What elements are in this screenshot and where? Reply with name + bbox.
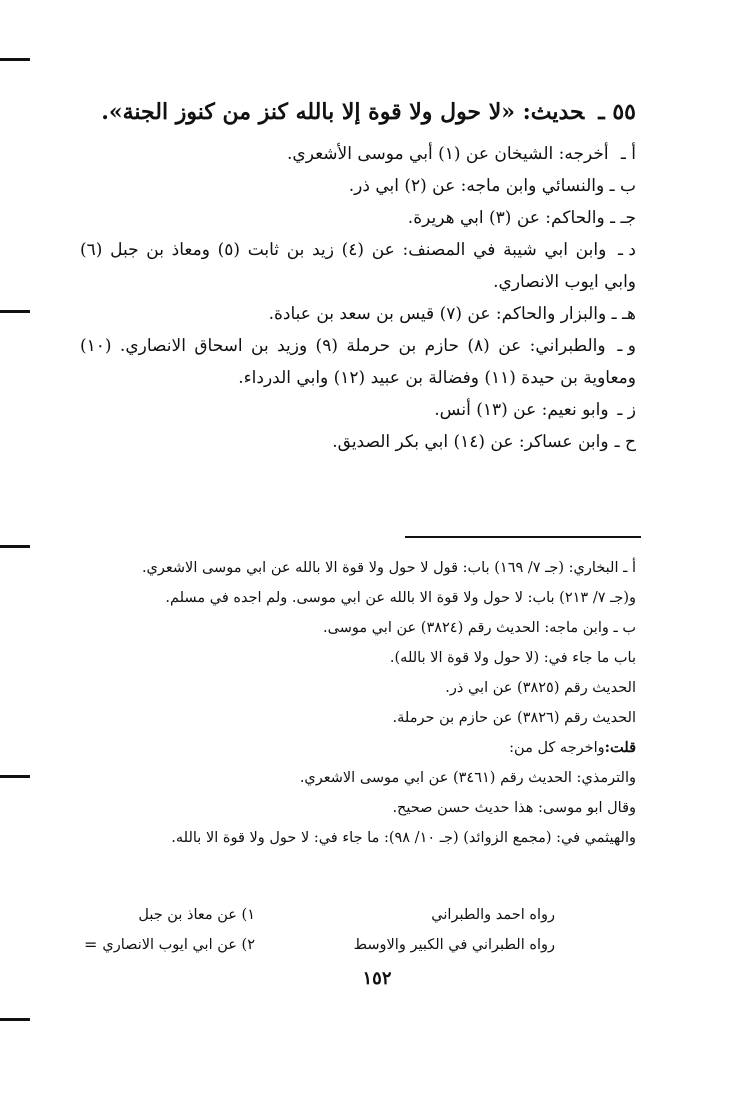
list-item: أ ـ أخرجه: الشيخان عن (١) أبي موسى الأشعري. xyxy=(286,144,636,164)
reference-row: ٢) عن ابي ايوب الانصاري رواه الطبراني في الكبير والاوسط xyxy=(102,937,555,953)
edge-mark xyxy=(0,545,30,548)
footnote-divider xyxy=(405,536,641,538)
footnote-line: باب ما جاء في: (لا حول ولا قوة الا بالله). xyxy=(389,650,636,666)
footnote-line: أ ـ البخاري: (جـ ٧/ ١٦٩) باب: قول لا حول ولا قوة الا بالله عن ابي موسى الاشعري. xyxy=(141,560,636,576)
continuation-mark: = xyxy=(84,935,98,954)
list-item: هـ ـ والبزار والحاكم: عن (٧) قيس بن سعد بن عبادة. xyxy=(268,304,636,324)
footnote-line: وقال ابو موسى: هذا حديث حسن صحيح. xyxy=(392,800,636,816)
hadith-heading xyxy=(76,92,636,132)
hadith-number: ٥٥ ـ xyxy=(598,99,636,125)
hadith-title: حديث: «لا حول ولا قوة إلا بالله كنز من كنوز الجنة». xyxy=(101,99,585,125)
footnotes xyxy=(80,553,636,853)
list-item: ح ـ وابن عساكر: عن (١٤) ابي بكر الصديق. xyxy=(332,432,636,452)
takhrij-list xyxy=(80,138,636,458)
list-item: ب ـ والنسائي وابن ماجه: عن (٢) ابي ذر. xyxy=(348,176,636,196)
footnote-line: ب ـ وابن ماجه: الحديث رقم (٣٨٢٤) عن ابي موسى. xyxy=(323,620,636,636)
footnote-line: الحديث رقم (٣٨٢٦) عن حازم بن حرملة. xyxy=(392,710,636,726)
footnote-line: الحديث رقم (٣٨٢٥) عن ابي ذر. xyxy=(445,680,636,696)
edge-mark xyxy=(0,775,30,778)
reference-row: ١) عن معاذ بن جبل رواه احمد والطبراني xyxy=(138,907,555,923)
page-number: ١٥٢ xyxy=(362,968,392,989)
edge-mark xyxy=(0,58,30,61)
edge-mark xyxy=(0,1018,30,1021)
list-item: ز ـ وابو نعيم: عن (١٣) أنس. xyxy=(434,400,636,420)
list-item: د ـ وابن ابي شيبة في المصنف: عن (٤) زيد بن ثابت (٥) ومعاذ بن جبل (٦) وابي ايوب الانصاري. xyxy=(80,240,636,292)
footnote-remark-label: قلت: xyxy=(604,739,636,756)
footnote-line: والترمذي: الحديث رقم (٣٤٦١) عن ابي موسى الاشعري. xyxy=(299,770,636,786)
list-item: و ـ والطبراني: عن (٨) حازم بن حرملة (٩) وزيد بن اسحاق الانصاري. (١٠) ومعاوية بن حيدة (١١) وفضالة بن عبيد (١٢) وابي الدرداء. xyxy=(80,336,637,388)
list-item: جـ ـ والحاكم: عن (٣) ابي هريرة. xyxy=(407,208,636,228)
edge-mark xyxy=(0,310,30,313)
footnote-line: و(جـ ٧/ ٢١٣) باب: لا حول ولا قوة الا بالله عن ابي موسى. ولم اجده في مسلم. xyxy=(165,590,636,606)
reference-table xyxy=(80,900,640,960)
footnote-line: والهيثمي في: (مجمع الزوائد) (جـ ١٠/ ٩٨): ما جاء في: لا حول ولا قوة الا بالله. xyxy=(171,830,636,846)
footnote-line: قلت:واخرجه كل من: xyxy=(509,739,636,756)
